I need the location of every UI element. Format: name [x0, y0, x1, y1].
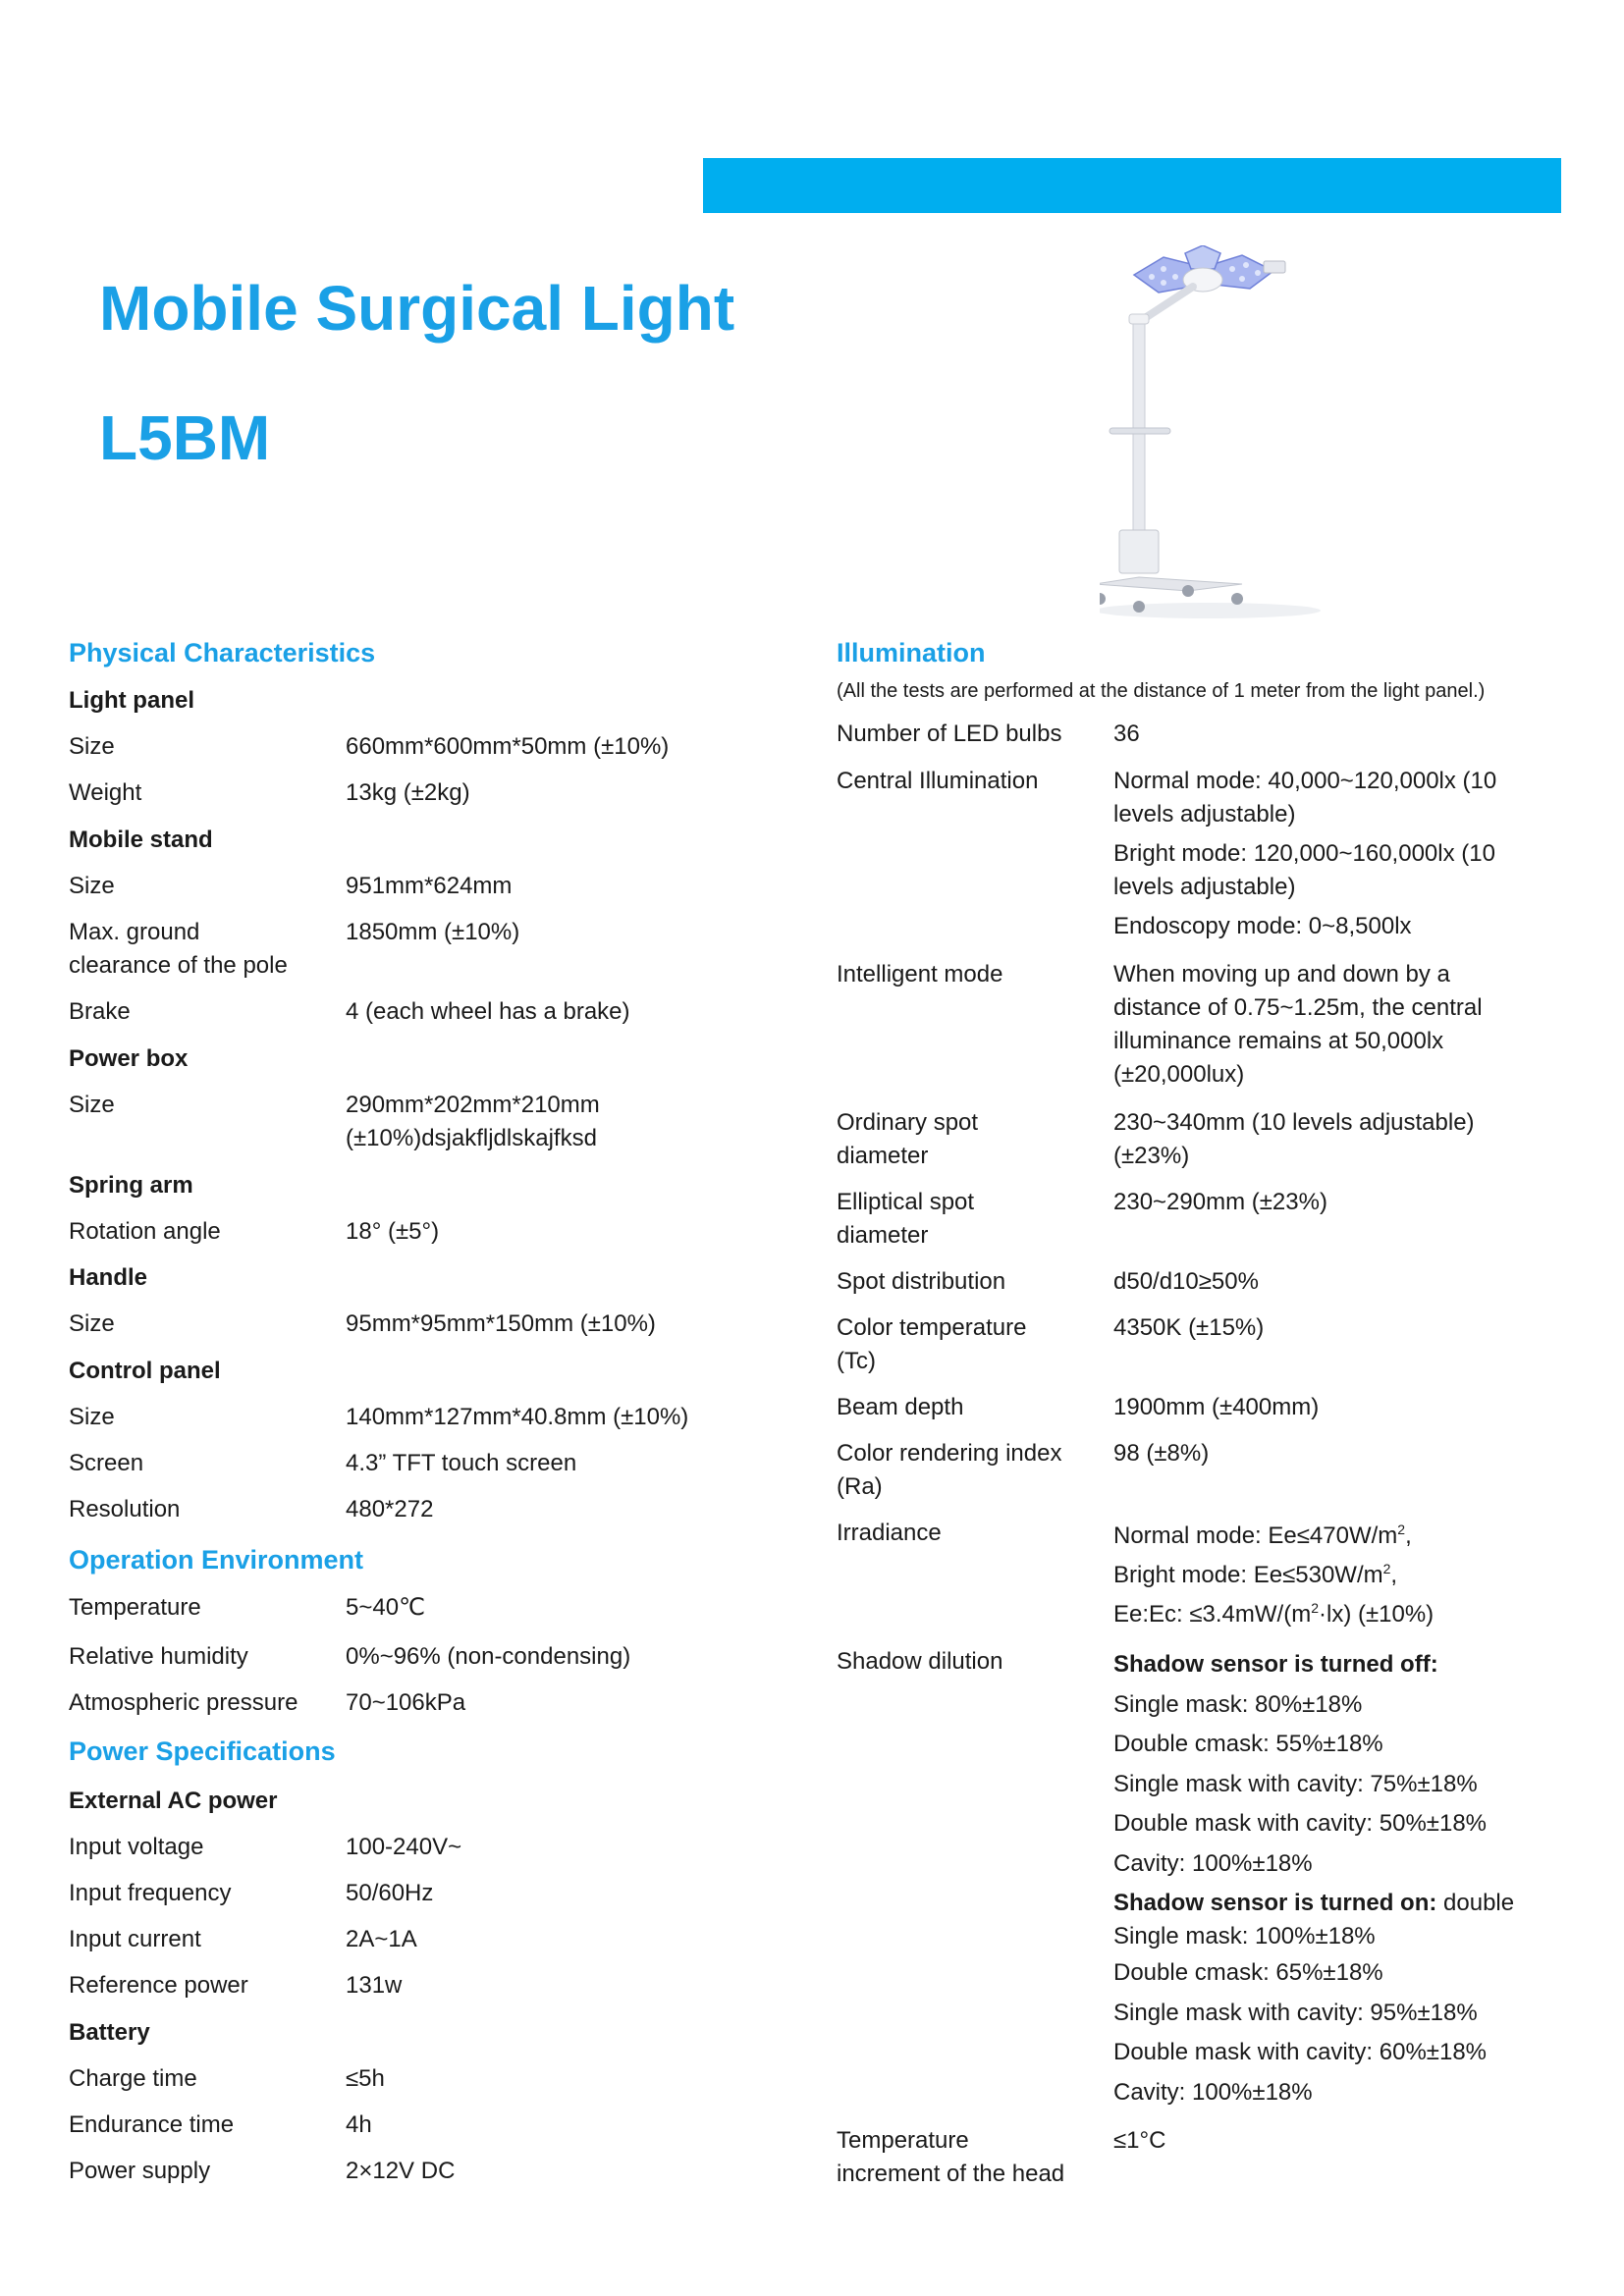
clearance-label: Max. ground clearance of the pole	[69, 919, 288, 979]
endurance-time-label: Endurance time	[69, 2111, 235, 2138]
reference-power-label: Reference power	[69, 1972, 248, 1999]
page-title: Mobile Surgical Light	[99, 273, 735, 344]
external-ac-title: External AC power	[69, 1788, 278, 1814]
operation-environment-heading: Operation Environment	[69, 1545, 364, 1575]
beam-depth-label: Beam depth	[837, 1394, 964, 1420]
battery-title: Battery	[69, 2019, 150, 2046]
input-voltage-value: 100-240V~	[346, 1834, 462, 1860]
handle-title: Handle	[69, 1264, 148, 1291]
humidity-value: 0%~96% (non-condensing)	[346, 1643, 631, 1670]
rotation-angle-label: Rotation angle	[69, 1218, 221, 1245]
light-panel-weight-value: 13kg (±2kg)	[346, 779, 470, 806]
temperature-increment-label: Temperature increment of the head	[837, 2127, 1065, 2187]
power-box-size-value: 290mm*202mm*210mm (±10%)dsjakfljdlskajfksd	[346, 1092, 600, 1151]
temperature-increment-value: ≤1°C	[1113, 2127, 1166, 2154]
color-temperature-value: 4350K (±15%)	[1113, 1314, 1265, 1341]
spring-arm-title: Spring arm	[69, 1172, 193, 1199]
power-supply-value: 2×12V DC	[346, 2158, 456, 2184]
spot-distribution-label: Spot distribution	[837, 1268, 1006, 1295]
illumination-note: (All the tests are performed at the distance of 1 meter from the light panel.)	[837, 680, 1486, 702]
resolution-label: Resolution	[69, 1496, 181, 1522]
control-panel-title: Control panel	[69, 1358, 221, 1384]
rotation-angle-value: 18° (±5°)	[346, 1218, 440, 1245]
intelligent-mode-label: Intelligent mode	[837, 961, 1003, 988]
input-frequency-value: 50/60Hz	[346, 1880, 434, 1906]
power-supply-label: Power supply	[69, 2158, 211, 2184]
power-box-size-label: Size	[69, 1092, 115, 1118]
humidity-label: Relative humidity	[69, 1643, 248, 1670]
light-panel-weight-label: Weight	[69, 779, 142, 806]
temperature-value: 5~40℃	[346, 1594, 426, 1621]
shadow-dilution-label: Shadow dilution	[837, 1648, 1003, 1675]
irradiance-label: Irradiance	[837, 1520, 942, 1546]
mobile-surgical-light-image	[1100, 245, 1326, 623]
handle-size-label: Size	[69, 1310, 115, 1337]
illumination-heading: Illumination	[837, 638, 986, 667]
resolution-value: 480*272	[346, 1496, 434, 1522]
control-panel-size-value: 140mm*127mm*40.8mm (±10%)	[346, 1404, 689, 1430]
physical-characteristics-heading: Physical Characteristics	[69, 638, 376, 667]
spot-distribution-value: d50/d10≥50%	[1113, 1268, 1259, 1295]
central-illumination-label: Central Illumination	[837, 768, 1039, 794]
pressure-value: 70~106kPa	[346, 1689, 466, 1716]
clearance-value: 1850mm (±10%)	[346, 919, 520, 945]
mobile-stand-size-value: 951mm*624mm	[346, 873, 513, 899]
pressure-label: Atmospheric pressure	[69, 1689, 298, 1716]
input-frequency-label: Input frequency	[69, 1880, 232, 1906]
reference-power-value: 131w	[346, 1972, 403, 1999]
header-accent-bar	[703, 158, 1561, 213]
charge-time-label: Charge time	[69, 2065, 197, 2092]
input-current-value: 2A~1A	[346, 1926, 417, 1952]
ordinary-spot-value: 230~340mm (10 levels adjustable) (±23%)	[1113, 1109, 1475, 1169]
input-voltage-label: Input voltage	[69, 1834, 204, 1860]
light-panel-size-label: Size	[69, 733, 115, 760]
screen-label: Screen	[69, 1450, 144, 1476]
color-temperature-label: Color temperature (Tc)	[837, 1314, 1027, 1374]
light-panel-size-value: 660mm*600mm*50mm (±10%)	[346, 733, 670, 760]
led-bulbs-value: 36	[1113, 721, 1140, 747]
brake-label: Brake	[69, 998, 131, 1025]
power-box-title: Power box	[69, 1045, 189, 1072]
led-bulbs-label: Number of LED bulbs	[837, 721, 1062, 747]
elliptical-spot-value: 230~290mm (±23%)	[1113, 1189, 1327, 1215]
temperature-label: Temperature	[69, 1594, 201, 1621]
charge-time-value: ≤5h	[346, 2065, 385, 2092]
shadow-dilution-value: Shadow sensor is turned off: Single mask: 80%±18% Double cmask: 55%±18% Single mask with cavity: 75%±18% Double mask with cavity: 50%±18% Cavity: 100%±18% Shadow sensor is turned on: double Single mask: 100%±18% Double cmask: 65%±18% Single mask with cavity: 95%±18% Double mask with cavity: 60%±18% Cavity: 100%±18%	[1113, 1651, 1515, 2106]
input-current-label: Input current	[69, 1926, 201, 1952]
beam-depth-value: 1900mm (±400mm)	[1113, 1394, 1320, 1420]
intelligent-mode-value: When moving up and down by a distance of 0.75~1.25m, the central illuminance remains at 50,000lx (±20,000lux)	[1113, 961, 1483, 1088]
model-name: L5BM	[99, 402, 271, 473]
endurance-time-value: 4h	[346, 2111, 372, 2138]
color-rendering-label: Color rendering index (Ra)	[837, 1440, 1062, 1500]
central-illumination-value: Normal mode: 40,000~120,000lx (10 levels adjustable) Bright mode: 120,000~160,000lx (10 levels adjustable) Endoscopy mode: 0~8,500lx	[1113, 768, 1497, 939]
irradiance-value: Normal mode: $Ee\le 470W/m^2$, Bright mode: $Ee\le 530W/m^2$, Ee:Ec: $\le 3.4mW/(m^2\cdot lx)$ (±10%)	[1113, 1522, 1435, 1628]
mobile-stand-size-label: Size	[69, 873, 115, 899]
color-rendering-value: 98 (±8%)	[1113, 1440, 1210, 1467]
mobile-stand-title: Mobile stand	[69, 827, 213, 853]
light-panel-title: Light panel	[69, 687, 194, 714]
screen-value: 4.3” TFT touch screen	[346, 1450, 577, 1476]
power-specifications-heading: Power Specifications	[69, 1736, 336, 1766]
handle-size-value: 95mm*95mm*150mm (±10%)	[346, 1310, 656, 1337]
elliptical-spot-label: Elliptical spot diameter	[837, 1189, 975, 1249]
brake-value: 4 (each wheel has a brake)	[346, 998, 630, 1025]
control-panel-size-label: Size	[69, 1404, 115, 1430]
ordinary-spot-label: Ordinary spot diameter	[837, 1109, 979, 1169]
